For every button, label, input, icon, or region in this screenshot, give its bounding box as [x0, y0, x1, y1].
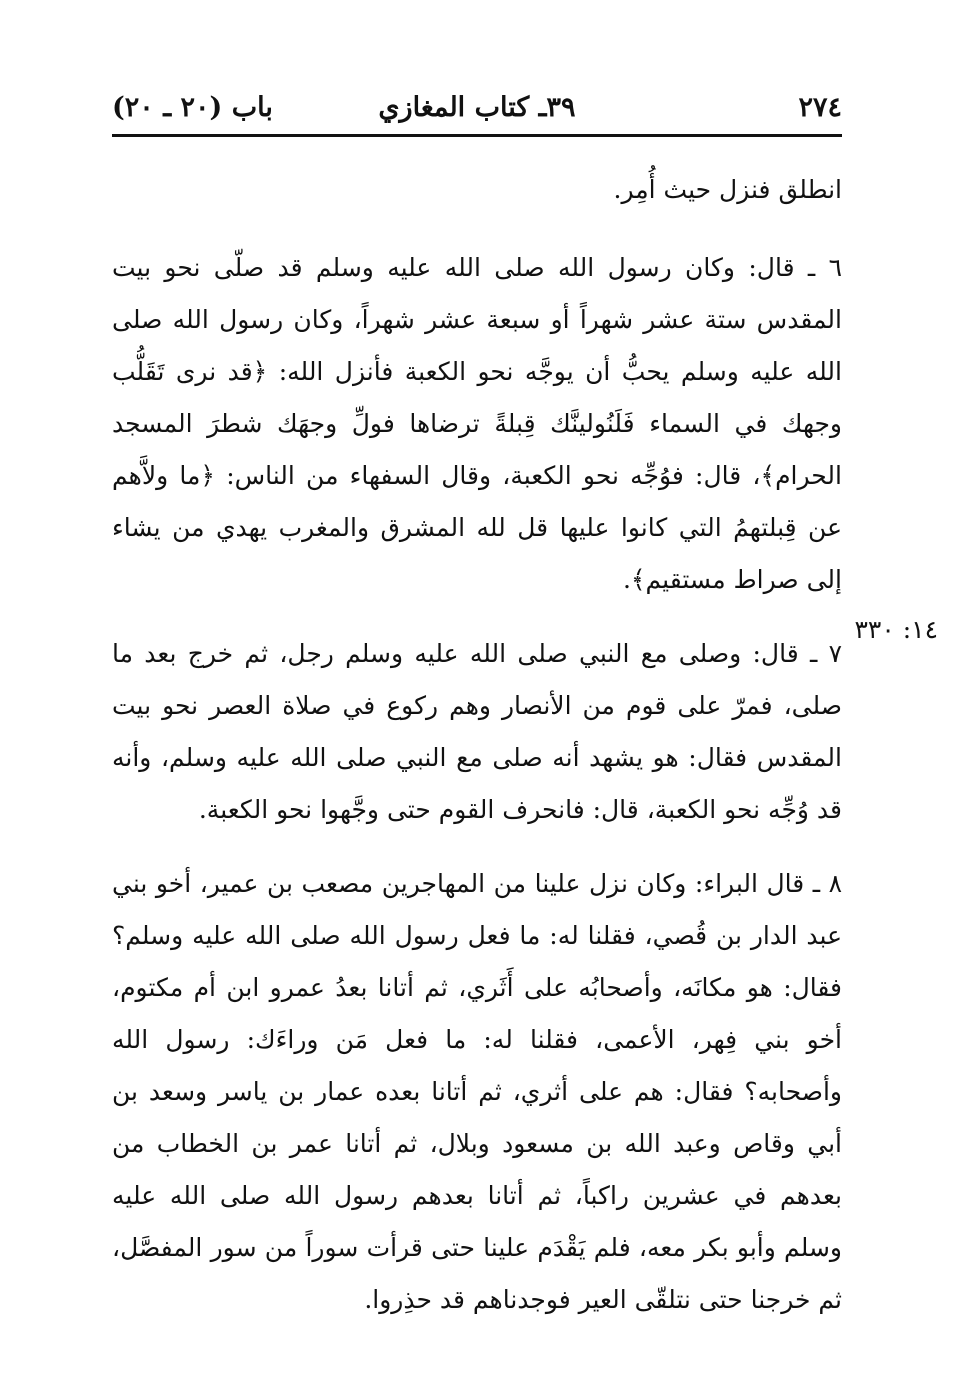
paragraph-7: ٧ ـ قال: وصلى مع النبي صلى الله عليه وسلم رجل، ثم خرج بعد ما صلى، فمرّ على قوم من الأنصار وهم ركوع في صلاة العصر نحو بيت المقدس فقال: هو يشهد أنه صلى مع النبي صلى الله عليه وسلم، وأنه قد وُجِّه نحو الكعبة، قال: فانحرف القوم حتى وجَّهوا نحو الكعبة.	[112, 639, 842, 824]
book-title: ٣٩ـ كتاب المغازي	[378, 92, 576, 123]
page-number: ٢٧٤	[798, 92, 842, 123]
paragraph-6: ٦ ـ قال: وكان رسول الله صلى الله عليه وسلم قد صلّى نحو بيت المقدس ستة عشر شهراً أو سبعة عشر شهراً، وكان رسول الله صلى الله عليه وسلم يحبُّ أن يوجَّه نحو الكعبة فأنزل الله: ﴿قد نرى تَقَلُّب وجهك في السماء فَلَنُولينَّك قِبلةً ترضاها فولِّ وجهَك شطرَ المسجد الحرام﴾، قال: فوُجِّه نحو الكعبة، وقال السفهاء من الناس: ﴿ما ولاَّهم عن قِبلتهمُ التي كانوا عليها قل لله المشرق والمغرب يهدي من يشاء إلى صراط مستقيم﴾.	[112, 253, 842, 594]
chapter-title: باب (٢٠ ـ ٢٠)	[112, 92, 273, 123]
margin-reference: ١٤: ٣٣٠	[854, 615, 938, 644]
page-body	[112, 164, 842, 1344]
page-header	[112, 88, 842, 128]
paragraph-8: ٨ ـ قال البراء: وكان نزل علينا من المهاجرين مصعب بن عمير، أخو بني عبد الدار بن قُصي، فقلنا له: ما فعل رسول الله صلى الله عليه وسلم؟ فقال: هو مكانَه، وأصحابُه على أَثَري، ثم أتانا بعدُ عمرو ابن أم مكتوم، أخو بني فِهر، الأعمى، فقلنا له: ما فعل مَن وراءَك: رسول الله وأصحابه؟ فقال: هم على أثري، ثم أتانا بعده عمار بن ياسر وسعد بن أبي وقاص وعبد الله بن مسعود وبلال، ثم أتانا عمر بن الخطاب من بعدهم في عشرين راكباً، ثم أتانا بعدهم رسول الله صلى الله عليه وسلم وأبو بكر معه، فلم يَقْدَم علينا حتى قرأت سوراً من سور المفصَّل، ثم خرجنا حتى نتلقّى العير فوجدناهم قد حذِروا.	[112, 869, 842, 1314]
header-divider	[112, 134, 842, 137]
paragraph-continuation: انطلق فنزل حيث أُمِر.	[613, 175, 842, 204]
